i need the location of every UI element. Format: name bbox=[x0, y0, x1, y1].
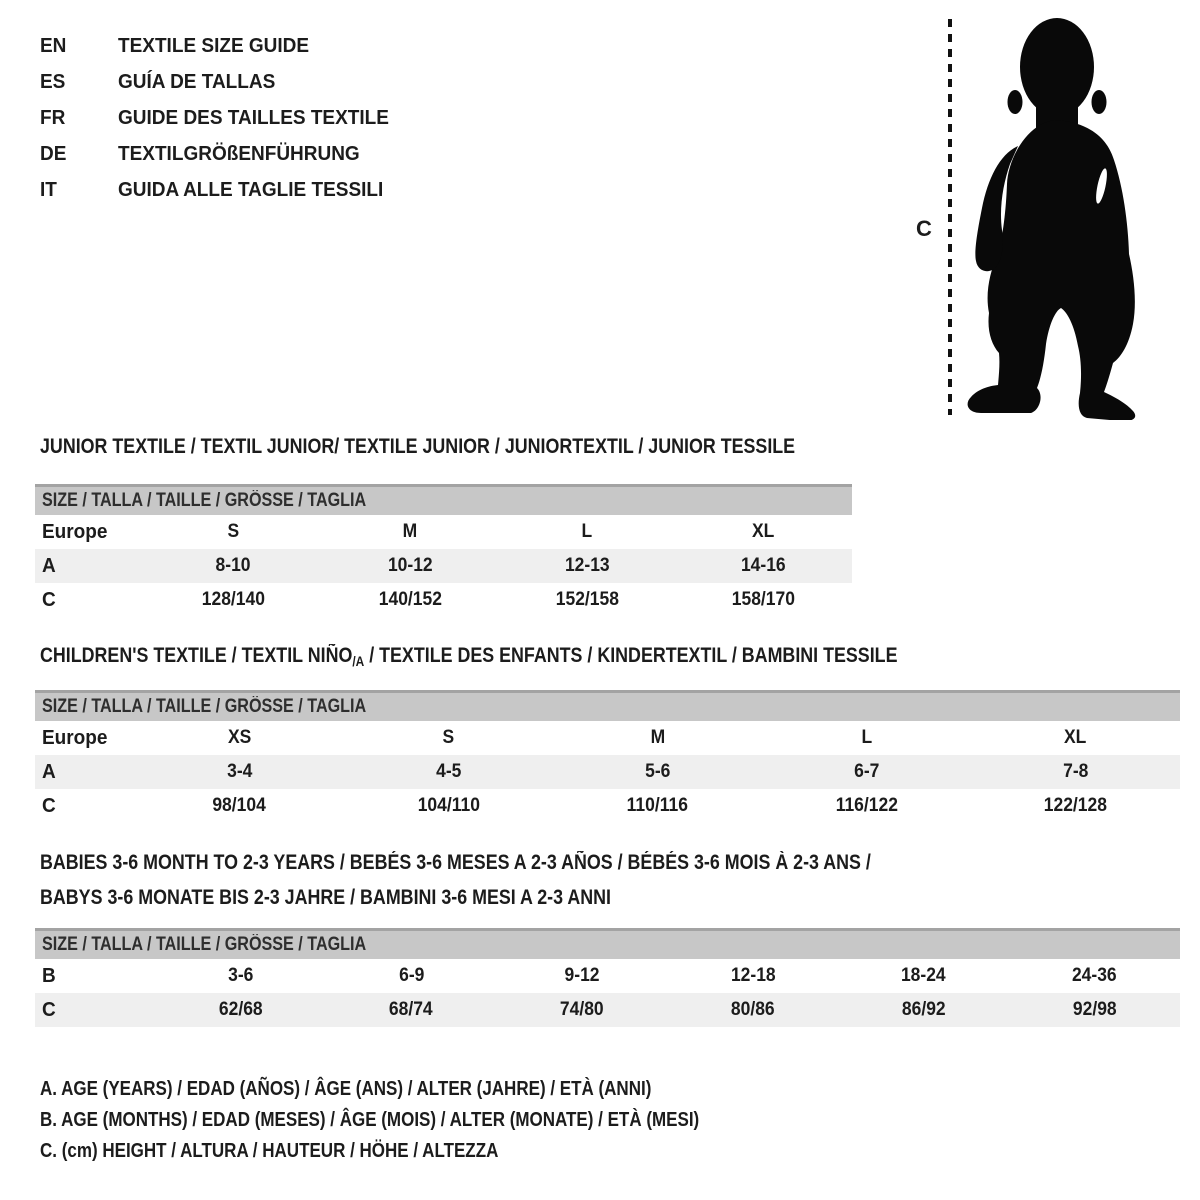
value-cell: 110/116 bbox=[626, 795, 689, 816]
row-label: C bbox=[42, 795, 56, 817]
row-label: Europe bbox=[42, 521, 108, 543]
size-cell: XL bbox=[1064, 727, 1087, 748]
lang-row-es bbox=[40, 64, 403, 100]
table-row bbox=[35, 549, 852, 583]
row-label: C bbox=[42, 589, 56, 611]
legend-line-c: C. (cm) HEIGHT / ALTURA / HAUTEUR / HÖHE / ALTEZZA bbox=[40, 1140, 499, 1162]
value-cell: 4-5 bbox=[435, 761, 462, 782]
lang-title: TEXTILE SIZE GUIDE bbox=[118, 35, 310, 57]
row-label: A bbox=[42, 761, 56, 783]
size-cell: L bbox=[861, 727, 872, 748]
lang-title: GUÍA DE TALLAS bbox=[118, 71, 276, 93]
lang-row-fr bbox=[40, 100, 403, 136]
value-cell: 80/86 bbox=[731, 999, 775, 1020]
value-cell: 5-6 bbox=[644, 761, 671, 782]
size-cell: S bbox=[442, 727, 455, 748]
lang-code: DE bbox=[40, 143, 67, 165]
value-cell: 152/158 bbox=[555, 589, 619, 610]
language-title-list bbox=[40, 28, 403, 208]
value-cell: 122/128 bbox=[1043, 795, 1108, 816]
lang-code: ES bbox=[40, 71, 66, 93]
size-header-bar: SIZE / TALLA / TAILLE / GRÖSSE / TAGLIA bbox=[35, 928, 1180, 959]
junior-size-table bbox=[35, 484, 852, 617]
table-row bbox=[35, 721, 1180, 755]
lang-code: IT bbox=[40, 179, 57, 201]
value-cell: 14-16 bbox=[741, 555, 786, 576]
value-cell: 3-4 bbox=[226, 761, 253, 782]
size-cell: M bbox=[650, 727, 665, 748]
title-subscript: /A bbox=[352, 653, 365, 669]
lang-code: FR bbox=[40, 107, 66, 129]
table-row bbox=[35, 959, 1180, 993]
size-cell: L bbox=[581, 521, 593, 542]
value-cell: 10-12 bbox=[387, 555, 433, 576]
size-cell: M bbox=[402, 521, 418, 542]
measurement-legend bbox=[40, 1074, 816, 1167]
lang-title: GUIDE DES TAILLES TEXTILE bbox=[118, 107, 389, 129]
size-cell: S bbox=[227, 521, 240, 542]
table-row bbox=[35, 583, 852, 617]
value-cell: 86/92 bbox=[901, 999, 946, 1020]
value-cell: 140/152 bbox=[378, 589, 442, 610]
value-cell: 104/110 bbox=[417, 795, 480, 816]
table-row bbox=[35, 755, 1180, 789]
legend-line-b: B. AGE (MONTHS) / EDAD (MESES) / ÂGE (MOIS) / ALTER (MONATE) / ETÀ (MESI) bbox=[40, 1109, 700, 1131]
size-header-bar: SIZE / TALLA / TAILLE / GRÖSSE / TAGLIA bbox=[35, 690, 1180, 721]
value-cell: 6-7 bbox=[853, 761, 880, 782]
size-cell: XS bbox=[227, 727, 252, 748]
value-cell: 6-9 bbox=[398, 965, 424, 986]
table-row bbox=[35, 993, 1180, 1027]
row-label: A bbox=[42, 555, 56, 577]
children-size-table bbox=[35, 690, 1180, 823]
value-cell: 62/68 bbox=[218, 999, 263, 1020]
value-cell: 92/98 bbox=[1072, 999, 1117, 1020]
value-cell: 12-13 bbox=[564, 555, 610, 576]
row-label: C bbox=[42, 999, 56, 1021]
row-label: B bbox=[42, 965, 56, 987]
value-cell: 98/104 bbox=[212, 795, 267, 816]
legend-line-a: A. AGE (YEARS) / EDAD (AÑOS) / ÂGE (ANS) / ALTER (JAHRE) / ETÀ (ANNI) bbox=[40, 1078, 652, 1100]
lang-title: GUIDA ALLE TAGLIE TESSILI bbox=[118, 179, 384, 201]
value-cell: 7-8 bbox=[1062, 761, 1089, 782]
toddler-silhouette-icon bbox=[940, 12, 1145, 420]
value-cell: 24-36 bbox=[1072, 965, 1117, 986]
row-label: Europe bbox=[42, 727, 108, 749]
lang-code: EN bbox=[40, 35, 67, 57]
height-measure-label: C bbox=[916, 216, 932, 241]
babies-size-table bbox=[35, 928, 1180, 1027]
value-cell: 116/122 bbox=[835, 795, 898, 816]
lang-row-de bbox=[40, 136, 403, 172]
value-cell: 12-18 bbox=[730, 965, 776, 986]
size-cell: XL bbox=[752, 521, 775, 542]
size-header-bar: SIZE / TALLA / TAILLE / GRÖSSE / TAGLIA bbox=[35, 484, 852, 515]
value-cell: 8-10 bbox=[215, 555, 251, 576]
lang-title: TEXTILGRÖßENFÜHRUNG bbox=[118, 143, 360, 165]
value-cell: 3-6 bbox=[227, 965, 254, 986]
table-row bbox=[35, 789, 1180, 823]
value-cell: 128/140 bbox=[201, 589, 265, 610]
babies-section-title: BABIES 3-6 MONTH TO 2-3 YEARS / BEBÉS 3-6 MESES A 2-3 AÑOS / BÉBÉS 3-6 MOIS À 2-3 ANS / BABYS 3-6 MONATE BIS 2-3 JAHRE / BAMBINI 3-6 MESI A 2-3 ANNI bbox=[40, 851, 871, 909]
value-cell: 18-24 bbox=[901, 965, 947, 986]
value-cell: 74/80 bbox=[560, 999, 604, 1020]
children-section-title: CHILDREN'S TEXTILE / TEXTIL NIÑO/A / TEXTILE DES ENFANTS / KINDERTEXTIL / BAMBINI TESSILE bbox=[40, 644, 898, 669]
lang-row-en bbox=[40, 28, 403, 64]
table-row bbox=[35, 515, 852, 549]
value-cell: 158/170 bbox=[732, 589, 796, 610]
junior-section-title: JUNIOR TEXTILE / TEXTIL JUNIOR/ TEXTILE JUNIOR / JUNIORTEXTIL / JUNIOR TESSILE bbox=[40, 435, 796, 458]
value-cell: 68/74 bbox=[389, 999, 434, 1020]
value-cell: 9-12 bbox=[564, 965, 600, 986]
lang-row-it bbox=[40, 172, 403, 208]
